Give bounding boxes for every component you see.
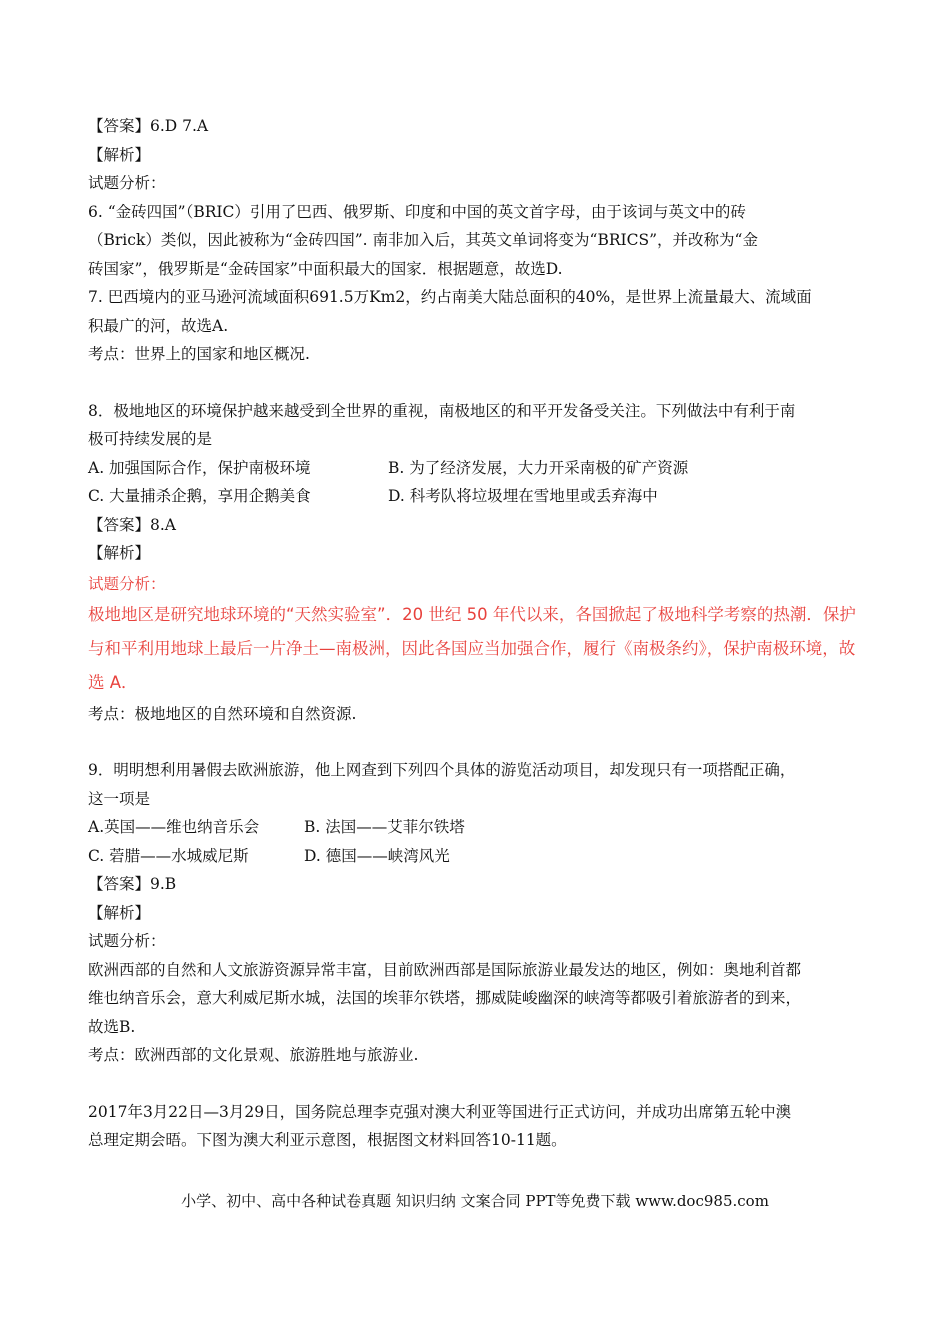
analysis-heading: 【解析】 (88, 544, 151, 562)
analysis-8-line: 选 A． (88, 672, 138, 692)
question-8-stem: 极可持续发展的是 (88, 430, 213, 448)
question-9-stem: 这一项是 (88, 789, 151, 808)
analysis-label-red: 试题分析： (88, 574, 166, 593)
explanation-7-line: 积最广的河，故选A. (88, 316, 229, 335)
question-9-options-row (88, 842, 868, 871)
question-8-options-row (88, 454, 868, 483)
explanation-6-line: 砖国家”，俄罗斯是“金砖国家”中面积最大的国家．根据题意，故选D. (88, 259, 563, 278)
analysis-9-line: 欧洲西部的自然和人文旅游资源异常丰富，目前欧洲西部是国际旅游业最发达的地区，例如：奥地利首都 (88, 960, 802, 979)
question-8-stem: 8．极地地区的环境保护越来越受到全世界的重视，南极地区的和平开发备受关注。下列做法中有利于南 (88, 401, 796, 420)
analysis-heading: 【解析】 (88, 145, 151, 164)
explanation-7-line: 7. 巴西境内的亚马逊河流域面积691.5万Km2，约占南美大陆总面积的40%，是世界上流量最大、流域面 (88, 288, 812, 306)
analysis-8-line: 与和平利用地球上最后一片净土—南极洲，因此各国应当加强合作，履行《南极条约》，保护南极环境，故 (88, 638, 856, 658)
answer-8: 【答案】8.A (88, 515, 176, 534)
option-c: C. 大量捕杀企鹅，享用企鹅美食 (88, 487, 311, 505)
analysis-heading: 【解析】 (88, 903, 151, 922)
question-8-options-row (88, 482, 868, 511)
analysis-9-line: 维也纳音乐会，意大利威尼斯水城，法国的埃菲尔铁塔，挪威陡峻幽深的峡湾等都吸引着旅游者的到来， (88, 989, 802, 1007)
question-9-stem: 9．明明想利用暑假去欧洲旅游，他上网查到下列四个具体的游览活动项目，却发现只有一项搭配正确， (88, 761, 796, 779)
question-9-options-row (88, 813, 868, 842)
material-intro: 总理定期会晤。下图为澳大利亚示意图，根据图文材料回答10-11题。 (88, 1131, 567, 1149)
knowledge-point: 考点：世界上的国家和地区概况. (88, 345, 310, 363)
analysis-8-line: 极地地区是研究地球环境的“天然实验室”．20 世纪 50 年代以来，各国掀起了极地科学考察的热潮．保护 (88, 604, 856, 624)
answer-9: 【答案】9.B (88, 875, 177, 893)
option-d: D. 科考队将垃圾埋在雪地里或丢弃海中 (388, 487, 658, 505)
option-c: C. 菪腊——水城威尼斯 (88, 846, 249, 865)
answer-6-7: 【答案】6.D 7.A (88, 117, 209, 135)
option-b: B. 法国——艾菲尔铁塔 (304, 818, 465, 836)
explanation-6-line: （Brick）类似，因此被称为“金砖四国”. 南非加入后，其英文单词将变为“BRICS”，并改称为“金 (88, 231, 758, 249)
option-a: A.英国——维也纳音乐会 (88, 818, 260, 836)
option-a: A. 加强国际合作，保护南极环境 (88, 458, 311, 477)
knowledge-point: 考点：极地地区的自然环境和自然资源. (88, 704, 357, 723)
analysis-label: 试题分析： (88, 174, 166, 192)
page-footer: 小学、初中、高中各种试卷真题 知识归纳 文案合同 PPT等免费下载 www.doc985.com (181, 1192, 769, 1210)
material-intro: 2017年3月22日—3月29日，国务院总理李克强对澳大利亚等国进行正式访问，并成功出席第五轮中澳 (88, 1102, 792, 1121)
analysis-9-line: 故选B. (88, 1017, 136, 1036)
option-d: D. 德国——峡湾风光 (304, 846, 450, 865)
knowledge-point: 考点：欧洲西部的文化景观、旅游胜地与旅游业. (88, 1046, 419, 1064)
document-body (88, 112, 868, 1155)
option-b: B. 为了经济发展，大力开采南极的矿产资源 (388, 458, 689, 477)
analysis-label: 试题分析： (88, 932, 166, 950)
explanation-6-line: 6. “金砖四国”（BRIC）引用了巴西、俄罗斯、印度和中国的英文首字母，由于该词与英文中的砖 (88, 202, 746, 221)
